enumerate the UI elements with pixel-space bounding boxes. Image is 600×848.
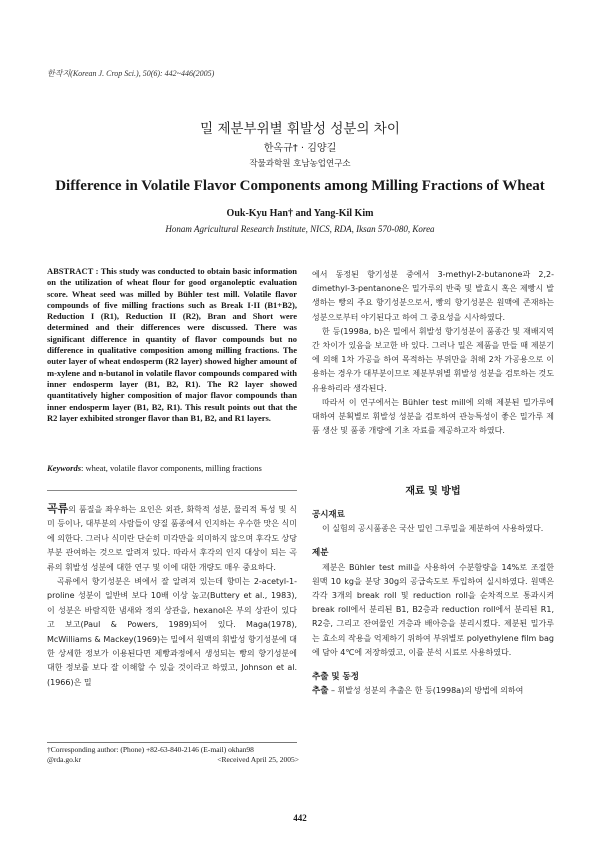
- email-domain: @rda.go.kr: [47, 754, 81, 764]
- authors-english: Ouk-Kyu Han† and Yang-Kil Kim: [226, 208, 374, 219]
- affiliation-korean: 작물과학원 호남농업연구소: [249, 159, 351, 169]
- footnote-rule: [47, 742, 297, 743]
- milling-text: 제분은 Bühler test mill을 사용하여 수분함량을 14%로 조절한 원맥 10 kg을 분당 30g의 공급속도로 투입하여 실시하였다. 원맥은 각각 3개의 break roll 및 reduction roll을 순차적으로 통과시켜 break roll에서 분리된 B1, B2층과 reduction roll에서 분리된 R1, R2층, 그리고 잔여물인 겨층과 배아층을 분리시켰다. 제분된 밀가루는 효소의 작용을 억제하기 위하여 부위별로 polyethylene film bag에 담아 4℃에 저장하였고, 이를 분석 시료로 사용하였다.: [312, 562, 554, 657]
- intro-paragraph-3: 에서 동정된 향기성분 중에서 3-methyl-2-butanone과 2,2-dimethyl-3-pentanone은 밀가루의 반죽 및 발효시 혹은 제빵시 발생하는 빵의 주요 향기성분으로서, 빵의 향기성분은 원맥에 존재하는 성분으로부터 야기된다고 하여 그 중요성을 시사하였다.: [312, 270, 554, 322]
- subsection-milling: 제분: [312, 548, 329, 559]
- intro-paragraph-2: 곡류에서 향기성분은 벼에서 잘 알려져 있는데 향미는 2-acetyl-1-proline 성분이 일반벼 보다 10배 이상 높고(Buttery et al., 1983), 이 성분은 바람직한 냄새와 정의 상관을, hexanol은 부의 상관이 있다고 보고(Paul & Powers, 1989)되어 있다. Maga(1978), McWilliams & Mackey(1969)는 밀에서 원맥의 휘발성 향기성분에 대한 상세한 정보가 이용된다면 제빵과정에서 생성되는 빵의 향기성분에 대한 정보를 보다 잘 이해할 수 있을 것이라고 하였고, Johnson et al.(1966)은 밀: [47, 577, 297, 687]
- intro-paragraph-5: 따라서 이 연구에서는 Bühler test mill에 의해 제분된 밀가루에 대하여 분획별로 휘발성 성분을 검토하여 관능특성이 좋은 밀가루 제품 생산 및 품종 개량에 기초 자료를 제공하고자 하였다.: [312, 397, 554, 436]
- authors-korean: 한옥규† · 김양길: [263, 143, 337, 154]
- corresponding-author: †Corresponding author: (Phone) +82-63-840-2146 (E-mail) okhan98: [47, 745, 254, 754]
- title-english: Difference in Volatile Flavor Components among Milling Fractions of Wheat: [55, 178, 545, 194]
- page-number: 442: [293, 813, 307, 823]
- left-body: [47, 502, 297, 690]
- right-body: [312, 268, 554, 438]
- intro-paragraph-4: 한 등(1998a, b)은 밀에서 휘발성 향기성분이 품종간 및 재배지역간 차이가 있음을 보고한 바 있다. 그러나 밀은 제품을 만들 때 제분기에 의해 1차 가공을 하여 목적하는 부위만을 취해 2차 가공용으로 이용하는 경우가 대부분이므로 제분부위별 휘발성 성분을 검토하는 것도 유용하리라 생각된다.: [312, 326, 554, 393]
- subsection-extraction: 추출 및 동정: [312, 672, 359, 683]
- subsection-materials: 공시재료: [312, 510, 345, 520]
- methods-section-title: 재료 및 방법: [405, 486, 461, 497]
- extraction-body: – 휘발성 성분의 추출은 한 등(1998a)의 방법에 의하여: [328, 686, 524, 696]
- journal-header: 한작지(Korean J. Crop Sci.), 50(6): 442~446(2005): [47, 69, 215, 78]
- abstract: [47, 266, 297, 424]
- abstract-text: This study was conducted to obtain basic information on the utilization of wheat flour for good organoleptic evaluation score. Wheat seed was milled by Bühler test mill. Volatile flavor compounds of five milling fractions such as Break I·II (B1+B2), Reduction I (R1), Reduction II (R2), Bran and Short were determined and their differences were discussed. There was significant difference in quantity of flavor compounds but no difference in qualitative composition among milling fractions. The outer layer of wheat endosperm (R2 layer) showed higher amount of m-xylene and n-butanol in volatile flavor compounds compared with inner endosperm layer (B1, B2, R1). The R2 layer showed quantitatively higher composition of major flavor compounds than inner endosperm layer (B1, B2, R1). This result points out that the R2 layer exhibited stronger flavor than B1, B2, and R1 layers.: [47, 266, 297, 423]
- section-divider: [47, 490, 297, 491]
- extraction-text: [312, 684, 554, 698]
- methods-body: [312, 508, 554, 698]
- materials-text: 이 실험의 공시품종은 국산 밀인 그루밀을 제분하여 사용하였다.: [322, 524, 544, 534]
- keywords: [47, 463, 297, 475]
- intro-paragraph-1: [47, 502, 297, 575]
- received-date: <Received April 25, 2005>: [217, 754, 299, 764]
- dropcap: 곡류: [47, 502, 69, 515]
- keywords-text: : wheat, volatile flavor components, milling fractions: [81, 463, 262, 473]
- keywords-label: Keywords: [47, 463, 81, 473]
- footnote: [47, 745, 299, 764]
- extraction-lead: 추출: [312, 686, 329, 697]
- intro-p1-text: 의 품질을 좌우하는 요인은 외관, 화학적 성분, 물리적 특성 및 식미 등이나, 대부분의 사람들이 양질 품종에서 인지하는 우수한 맛은 식미에 의한다. 그러나 식미란 단순히 미각만을 의미하지 않으며 후각도 상당 부분 관여하는 것으로 알려져 있다. 따라서 후각의 인지 대상이 되는 곡류의 휘발성 성분에 대한 연구 및 이에 대한 개량도 매우 중요하다.: [47, 505, 297, 572]
- affiliation-english: Honam Agricultural Research Institute, NICS, RDA, Iksan 570-080, Korea: [165, 224, 435, 234]
- title-korean: 밀 제분부위별 휘발성 성분의 차이: [200, 121, 400, 137]
- abstract-label: ABSTRACT :: [47, 266, 99, 276]
